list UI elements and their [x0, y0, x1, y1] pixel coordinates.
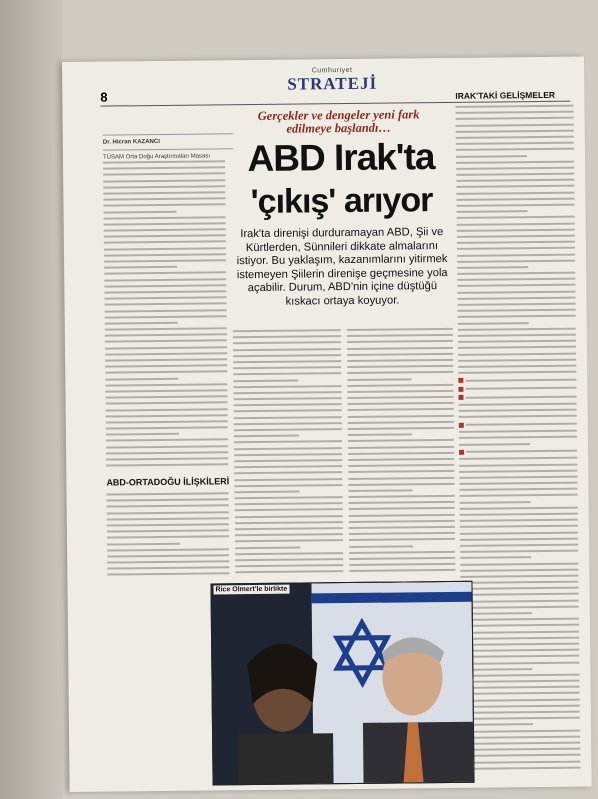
text-line: [104, 266, 177, 269]
text-line: [104, 290, 226, 293]
text-line: [461, 624, 579, 627]
text-line: [107, 573, 229, 576]
text-line: [456, 129, 574, 132]
text-line: [349, 501, 455, 504]
kicker: Gerçekler ve dengeler yeni fark edilmeye başlandı…: [257, 107, 420, 136]
text-line: [347, 328, 453, 331]
text-line: [107, 554, 229, 557]
text-line: [455, 105, 573, 108]
photo-caption: Rice Olmert'le birlikte: [213, 585, 289, 595]
text-line: [234, 453, 342, 456]
text-line: [347, 340, 453, 343]
text-line: [348, 445, 454, 448]
text-line: [457, 253, 575, 256]
text-line: [235, 515, 343, 518]
text-line: [462, 748, 580, 751]
text-line: [460, 519, 578, 522]
headline-line1: ABD Irak'ta: [247, 136, 435, 180]
text-line: [460, 494, 578, 497]
text-line: [461, 605, 579, 608]
text-line: [461, 636, 579, 639]
text-line: [233, 329, 341, 332]
text-line: [347, 371, 453, 374]
text-line: [459, 469, 577, 472]
text-line: [348, 483, 454, 486]
text-line: [105, 377, 178, 380]
text-line: [461, 643, 579, 646]
page-number: 8: [100, 89, 108, 105]
bullet-icon: [459, 450, 464, 455]
text-line: [461, 618, 579, 621]
text-line: [103, 185, 225, 188]
text-line: [460, 562, 578, 565]
text-line: [458, 303, 576, 306]
text-line: [105, 346, 227, 349]
text-line: [459, 415, 577, 418]
text-line: [104, 284, 226, 287]
text-line: [457, 235, 575, 238]
masthead-title: STRATEJİ: [287, 73, 378, 94]
text-line: [105, 303, 227, 306]
text-line: [103, 173, 225, 176]
text-line: [347, 378, 411, 381]
text-line: [348, 415, 454, 418]
text-line: [460, 575, 578, 578]
text-line: [458, 309, 576, 312]
text-line: [456, 191, 574, 194]
text-line: [103, 160, 225, 163]
text-line: [462, 686, 580, 689]
text-line: [233, 366, 341, 369]
text-line: [234, 447, 342, 450]
text-line: [234, 465, 342, 468]
text-line: [459, 443, 530, 446]
text-line: [349, 557, 455, 560]
text-line: [235, 490, 300, 493]
text-line: [349, 545, 413, 548]
byline-rule: [103, 148, 233, 150]
text-line: [461, 655, 579, 658]
text-line: [458, 346, 576, 349]
deck: Irak'ta direnişi durduramayan ABD, Şii ve Kürtlerden, Sünnileri dikkate almalarını istiyor. Bu yaklaşım, kazanımlarını yitirmek istemeyen Şiilerin direnişe geçmesine yola açabilir. Durum, ABD'nin içine düştüğü kıskacı ortaya koyuyor.: [236, 226, 448, 308]
text-line: [234, 478, 342, 481]
text-line: [458, 365, 576, 368]
text-line: [347, 390, 453, 393]
text-line: [458, 371, 576, 374]
text-line: [105, 334, 227, 337]
text-line: [349, 551, 455, 554]
text-line: [456, 197, 574, 200]
text-line: [465, 387, 576, 390]
text-line: [456, 167, 574, 170]
text-line: [461, 587, 579, 590]
text-line: [233, 385, 341, 388]
text-line: [235, 558, 343, 561]
text-line: [461, 649, 579, 652]
text-line: [104, 222, 226, 225]
text-line: [107, 492, 229, 495]
text-line: [105, 389, 227, 392]
text-line: [456, 136, 574, 139]
text-line: [348, 452, 454, 455]
text-line: [347, 353, 453, 356]
text-line: [459, 409, 577, 412]
text-line: [461, 674, 579, 677]
text-line: [233, 354, 341, 357]
text-line: [462, 692, 580, 695]
text-line: [465, 378, 576, 381]
text-line: [235, 502, 343, 505]
text-line: [347, 384, 453, 387]
text-line: [348, 458, 454, 461]
author-affiliation: TÜSAM Orta Doğu Araştırmaları Masası: [102, 153, 211, 161]
bullet-line: [459, 421, 577, 427]
text-line: [348, 464, 454, 467]
text-line: [348, 476, 454, 479]
text-line: [349, 526, 455, 529]
text-line: [460, 556, 531, 559]
text-line: [462, 711, 580, 714]
text-line: [105, 364, 227, 367]
text-line: [105, 358, 227, 361]
text-line: [234, 397, 342, 400]
text-line: [233, 348, 341, 351]
text-line: [235, 496, 343, 499]
text-line: [456, 160, 574, 163]
text-line: [458, 358, 576, 361]
text-line: [460, 506, 578, 509]
text-line: [233, 379, 298, 382]
text-line: [348, 396, 454, 399]
text-line: [460, 537, 578, 540]
text-line: [457, 266, 528, 269]
text-line: [460, 568, 578, 571]
text-line: [349, 520, 455, 523]
text-line: [105, 315, 227, 318]
text-line: [233, 372, 341, 375]
text-line: [234, 416, 342, 419]
text-line: [107, 542, 180, 545]
text-line: [106, 395, 228, 398]
text-line: [460, 513, 578, 516]
text-line: [462, 735, 580, 738]
text-line: [106, 439, 228, 442]
text-line: [456, 173, 574, 176]
newspaper-page: [62, 57, 592, 792]
text-line: [233, 391, 341, 394]
text-line: [456, 185, 574, 188]
text-line: [462, 698, 580, 701]
text-line: [103, 191, 225, 194]
text-line: [234, 403, 342, 406]
text-line: [458, 352, 576, 355]
text-line: [103, 204, 225, 207]
text-line: [349, 514, 455, 517]
text-line: [349, 569, 455, 572]
text-line: [104, 241, 226, 244]
text-line: [104, 253, 226, 256]
text-line: [104, 235, 226, 238]
text-line: [349, 532, 455, 535]
bullet-line: [458, 385, 576, 391]
text-line: [235, 521, 343, 524]
text-line: [105, 383, 227, 386]
text-line: [105, 322, 178, 325]
text-line: [107, 536, 229, 539]
photo-illustration: [211, 582, 473, 785]
news-photo: [210, 581, 474, 786]
text-line: [105, 340, 227, 343]
text-line: [457, 278, 575, 281]
body-column-left-2: [107, 492, 230, 580]
text-line: [457, 241, 575, 244]
text-line: [104, 216, 226, 219]
text-line: [105, 352, 227, 355]
text-line: [107, 529, 229, 532]
text-line: [456, 123, 574, 126]
text-line: [347, 359, 453, 362]
text-line: [234, 422, 342, 425]
text-line: [106, 433, 179, 436]
text-line: [107, 548, 229, 551]
text-line: [107, 517, 229, 520]
text-line: [459, 463, 577, 466]
text-line: [460, 581, 578, 584]
body-column-middle-1: [233, 329, 344, 578]
text-line: [235, 533, 343, 536]
text-line: [457, 290, 575, 293]
text-line: [349, 563, 455, 566]
text-line: [234, 435, 299, 438]
body-column-right: [455, 105, 580, 774]
text-line: [103, 166, 225, 169]
text-line: [461, 593, 579, 596]
text-line: [462, 729, 580, 732]
body-column-left: [103, 160, 228, 471]
text-line: [466, 396, 577, 399]
text-line: [456, 148, 574, 151]
binding-fold: [0, 0, 62, 799]
headline-line2: 'çıkış' arıyor: [250, 181, 433, 222]
text-line: [106, 420, 228, 423]
text-line: [234, 484, 342, 487]
body-column-middle-2: [347, 328, 456, 577]
bullet-line: [458, 377, 576, 383]
text-line: [233, 360, 341, 363]
text-line: [349, 538, 455, 541]
subhead-irak-gelismeler: IRAK'TAKİ GELİŞMELER: [455, 89, 556, 101]
text-line: [348, 470, 454, 473]
text-line: [349, 507, 455, 510]
text-line: [459, 436, 577, 439]
text-line: [235, 527, 343, 530]
text-line: [349, 495, 455, 498]
text-line: [460, 550, 578, 553]
text-line: [234, 440, 342, 443]
text-line: [107, 505, 229, 508]
text-line: [456, 179, 574, 182]
text-line: [105, 371, 227, 374]
text-line: [106, 463, 228, 466]
text-line: [233, 335, 341, 338]
bullet-icon: [459, 395, 464, 400]
text-line: [107, 523, 229, 526]
text-line: [458, 315, 576, 318]
text-line: [457, 216, 575, 219]
text-line: [460, 544, 578, 547]
text-line: [459, 457, 577, 460]
text-line: [457, 284, 575, 287]
byline-rule: [103, 133, 233, 135]
text-line: [459, 430, 577, 433]
text-line: [104, 296, 226, 299]
text-line: [104, 259, 226, 262]
text-line: [457, 204, 575, 207]
text-line: [458, 322, 529, 325]
text-line: [235, 509, 343, 512]
text-line: [348, 402, 454, 405]
text-line: [107, 567, 229, 570]
text-line: [234, 471, 342, 474]
bullet-line: [459, 394, 577, 400]
text-line: [235, 552, 343, 555]
text-line: [459, 482, 577, 485]
author-name: Dr. Hicran KAZANCI: [102, 138, 160, 146]
text-line: [462, 754, 580, 757]
text-line: [458, 334, 576, 337]
text-line: [234, 428, 342, 431]
text-line: [462, 766, 580, 769]
byline: [103, 130, 233, 161]
text-line: [466, 423, 577, 426]
text-line: [459, 476, 577, 479]
text-line: [106, 451, 228, 454]
text-line: [457, 272, 575, 275]
text-line: [462, 742, 580, 745]
text-line: [104, 228, 226, 231]
text-line: [233, 341, 341, 344]
text-line: [457, 222, 575, 225]
text-line: [107, 560, 229, 563]
text-line: [347, 334, 453, 337]
text-line: [466, 450, 577, 453]
text-line: [106, 414, 228, 417]
text-line: [460, 525, 578, 528]
text-line: [462, 680, 580, 683]
text-line: [456, 155, 527, 158]
text-line: [106, 445, 228, 448]
text-line: [457, 296, 575, 299]
text-line: [456, 117, 574, 120]
text-line: [460, 531, 578, 534]
text-line: [235, 570, 343, 573]
text-line: [106, 402, 228, 405]
text-line: [235, 539, 343, 542]
text-line: [456, 142, 574, 145]
text-line: [348, 434, 412, 437]
text-line: [107, 511, 229, 514]
bullet-line: [459, 448, 577, 454]
bullet-icon: [458, 387, 463, 392]
text-line: [459, 488, 577, 491]
text-line: [460, 501, 531, 504]
text-line: [105, 327, 227, 330]
text-line: [106, 457, 228, 460]
text-line: [457, 228, 575, 231]
text-line: [348, 439, 454, 442]
text-line: [457, 247, 575, 250]
subhead-abd-ortadogu: ABD-ORTADOĞU İLİŞKİLERİ: [106, 476, 230, 488]
text-line: [104, 210, 177, 213]
text-line: [462, 704, 580, 707]
text-line: [104, 247, 226, 250]
text-line: [104, 272, 226, 275]
text-line: [348, 427, 454, 430]
text-line: [347, 365, 453, 368]
text-line: [235, 564, 343, 567]
text-line: [105, 309, 227, 312]
text-line: [348, 489, 412, 492]
text-line: [457, 259, 575, 262]
text-line: [347, 346, 453, 349]
text-line: [348, 421, 454, 424]
text-line: [461, 599, 579, 602]
text-line: [103, 197, 225, 200]
masthead-small: Cumhuriyet: [311, 66, 353, 75]
masthead: [272, 67, 392, 95]
text-line: [234, 459, 342, 462]
bullet-icon: [459, 422, 464, 427]
text-line: [459, 403, 577, 406]
text-line: [348, 408, 454, 411]
text-line: [235, 546, 300, 549]
text-line: [234, 410, 342, 413]
text-line: [104, 278, 226, 281]
text-line: [461, 661, 579, 664]
bullet-icon: [458, 378, 463, 383]
text-line: [462, 717, 580, 720]
text-line: [107, 498, 229, 501]
text-line: [456, 111, 574, 114]
text-line: [103, 179, 225, 182]
text-line: [106, 408, 228, 411]
text-line: [462, 760, 580, 763]
text-line: [458, 327, 576, 330]
text-line: [106, 426, 228, 429]
text-line: [461, 630, 579, 633]
text-line: [457, 210, 528, 213]
text-line: [458, 340, 576, 343]
